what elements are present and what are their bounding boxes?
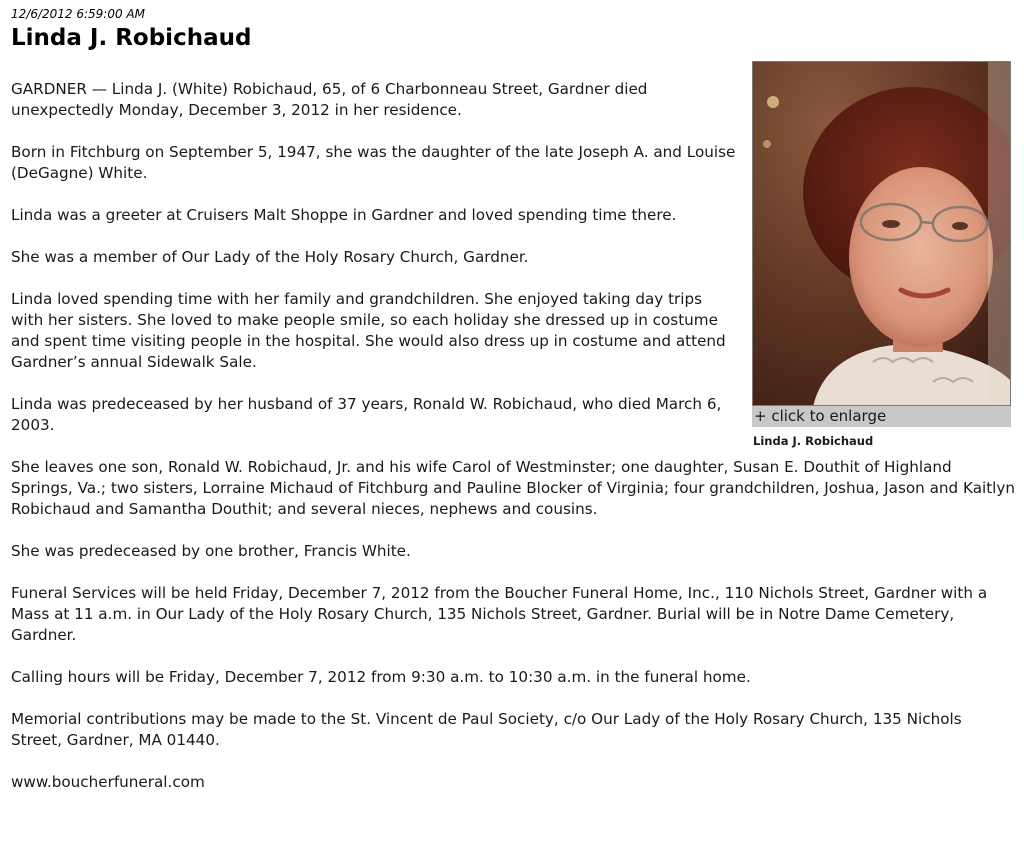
paragraph-work: Linda was a greeter at Cruisers Malt Shoppe in Gardner and loved spending time there. <box>11 206 677 224</box>
funeral-home-website: www.boucherfuneral.com <box>11 773 205 791</box>
paragraph-birth: Born in Fitchburg on September 5, 1947, she was the daughter of the late Joseph A. and Louise (DeGagne) White. <box>11 143 736 182</box>
paragraph-family-life: Linda loved spending time with her family and grandchildren. She enjoyed taking day trips with her sisters. She loved to make people smile, so each holiday she dressed up in costume and spent time visiting people in the hospital. She would also dress up in costume and attend Gardner’s annual Sidewalk Sale. <box>11 290 726 371</box>
paragraph-calling-hours: Calling hours will be Friday, December 7, 2012 from 9:30 a.m. to 10:30 a.m. in the funeral home. <box>11 668 751 686</box>
publish-timestamp: 12/6/2012 6:59:00 AM <box>11 7 145 21</box>
obituary-body <box>11 79 1016 814</box>
obituary-title: Linda J. Robichaud <box>11 25 252 51</box>
photo-caption: Linda J. Robichaud <box>753 434 874 448</box>
paragraph-church: She was a member of Our Lady of the Holy Rosary Church, Gardner. <box>11 248 529 266</box>
paragraph-services: Funeral Services will be held Friday, December 7, 2012 from the Boucher Funeral Home, Inc., 110 Nichols Street, Gardner with a Mass at 11 a.m. in Our Lady of the Holy Rosary Church, 135 Nichols Street, Gardner. Burial will be in Notre Dame Cemetery, Gardner. <box>11 584 988 644</box>
paragraph-memorial: Memorial contributions may be made to the St. Vincent de Paul Society, c/o Our Lady of the Holy Rosary Church, 135 Nichols Street, Gardner, MA 01440. <box>11 710 962 749</box>
paragraph-survivors: She leaves one son, Ronald W. Robichaud, Jr. and his wife Carol of Westminster; one daughter, Susan E. Douthit of Highland Springs, Va.; two sisters, Lorraine Michaud of Fitchburg and Pauline Blocker of Virginia; four grandchildren, Joshua, Jason and Kaitlyn Robichaud and Samantha Douthit; and several nieces, nephews and cousins. <box>11 458 1016 518</box>
paragraph-brother: She was predeceased by one brother, Francis White. <box>11 542 411 560</box>
paragraph-intro: GARDNER — Linda J. (White) Robichaud, 65, of 6 Charbonneau Street, Gardner died unexpectedly Monday, December 3, 2012 in her residence. <box>11 80 648 119</box>
click-to-enlarge-link[interactable]: + click to enlarge <box>752 406 1011 427</box>
paragraph-husband: Linda was predeceased by her husband of 37 years, Ronald W. Robichaud, who died March 6, 2003. <box>11 395 722 434</box>
